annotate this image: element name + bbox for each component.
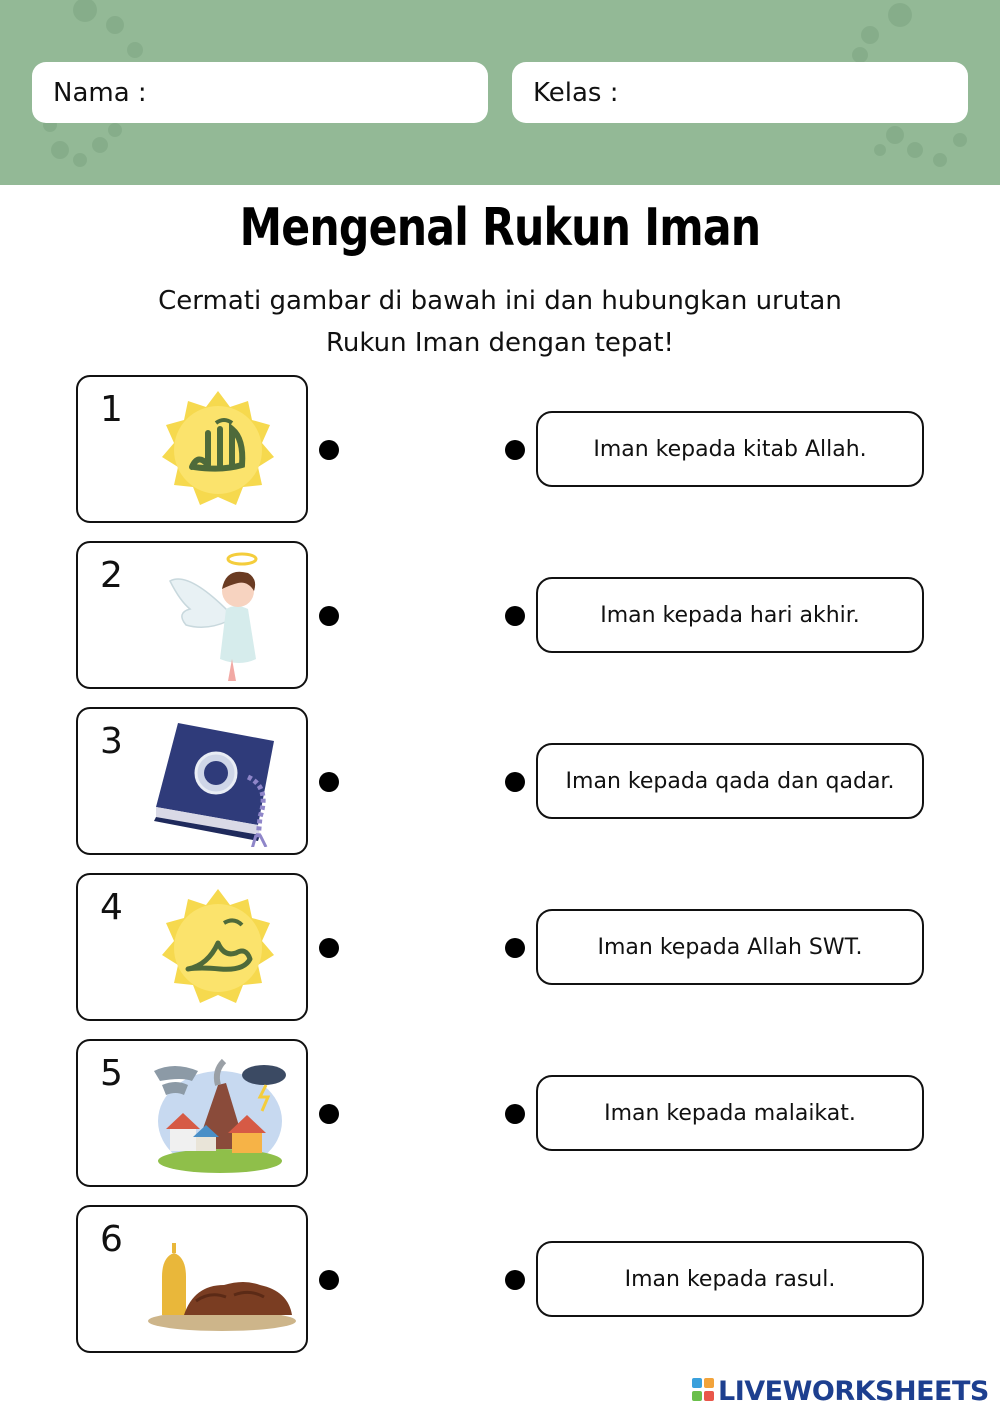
angel-icon	[148, 551, 288, 681]
muhammad-calligraphy-icon	[148, 883, 288, 1013]
answer-card-6: Iman kepada rasul.	[536, 1241, 924, 1317]
instruction-line-1: Cermati gambar di bawah ini dan hubungkan urutan	[158, 286, 842, 316]
grave-icon	[148, 1215, 298, 1345]
left-connector-dot-1[interactable]	[319, 440, 339, 460]
allah-calligraphy-icon	[148, 385, 288, 515]
card-number: 3	[100, 721, 123, 762]
right-connector-dot-2[interactable]	[505, 606, 525, 626]
class-label: Kelas :	[533, 77, 619, 108]
answer-card-2: Iman kepada hari akhir.	[536, 577, 924, 653]
answer-card-3: Iman kepada qada dan qadar.	[536, 743, 924, 819]
left-connector-dot-6[interactable]	[319, 1270, 339, 1290]
answer-card-5: Iman kepada malaikat.	[536, 1075, 924, 1151]
right-connector-dot-1[interactable]	[505, 440, 525, 460]
card-number: 6	[100, 1219, 123, 1260]
left-connector-dot-3[interactable]	[319, 772, 339, 792]
quran-book-icon	[148, 717, 288, 847]
class-field[interactable]	[512, 62, 968, 123]
left-connector-dot-4[interactable]	[319, 938, 339, 958]
right-connector-dot-5[interactable]	[505, 1104, 525, 1124]
natural-disaster-icon	[148, 1049, 288, 1179]
left-connector-dot-5[interactable]	[319, 1104, 339, 1124]
page-title: Mengenal Rukun Iman	[239, 198, 761, 258]
right-connector-dot-4[interactable]	[505, 938, 525, 958]
instruction-text	[100, 280, 900, 364]
card-number: 4	[100, 887, 123, 928]
brand-name: LIVEWORKSHEETS	[718, 1375, 989, 1407]
picture-card-4	[76, 873, 308, 1021]
picture-card-1	[76, 375, 308, 523]
picture-card-2	[76, 541, 308, 689]
instruction-line-2: Rukun Iman dengan tepat!	[326, 328, 674, 358]
answer-card-1: Iman kepada kitab Allah.	[536, 411, 924, 487]
picture-card-5	[76, 1039, 308, 1187]
picture-card-3	[76, 707, 308, 855]
right-connector-dot-3[interactable]	[505, 772, 525, 792]
liveworksheets-brand[interactable]	[692, 1374, 989, 1408]
picture-card-6	[76, 1205, 308, 1353]
card-number: 5	[100, 1053, 123, 1094]
card-number: 1	[100, 389, 123, 430]
answer-card-4: Iman kepada Allah SWT.	[536, 909, 924, 985]
right-connector-dot-6[interactable]	[505, 1270, 525, 1290]
liveworksheets-logo-icon	[692, 1378, 716, 1404]
name-label: Nama :	[53, 77, 147, 108]
left-connector-dot-2[interactable]	[319, 606, 339, 626]
card-number: 2	[100, 555, 123, 596]
name-field[interactable]	[32, 62, 488, 123]
